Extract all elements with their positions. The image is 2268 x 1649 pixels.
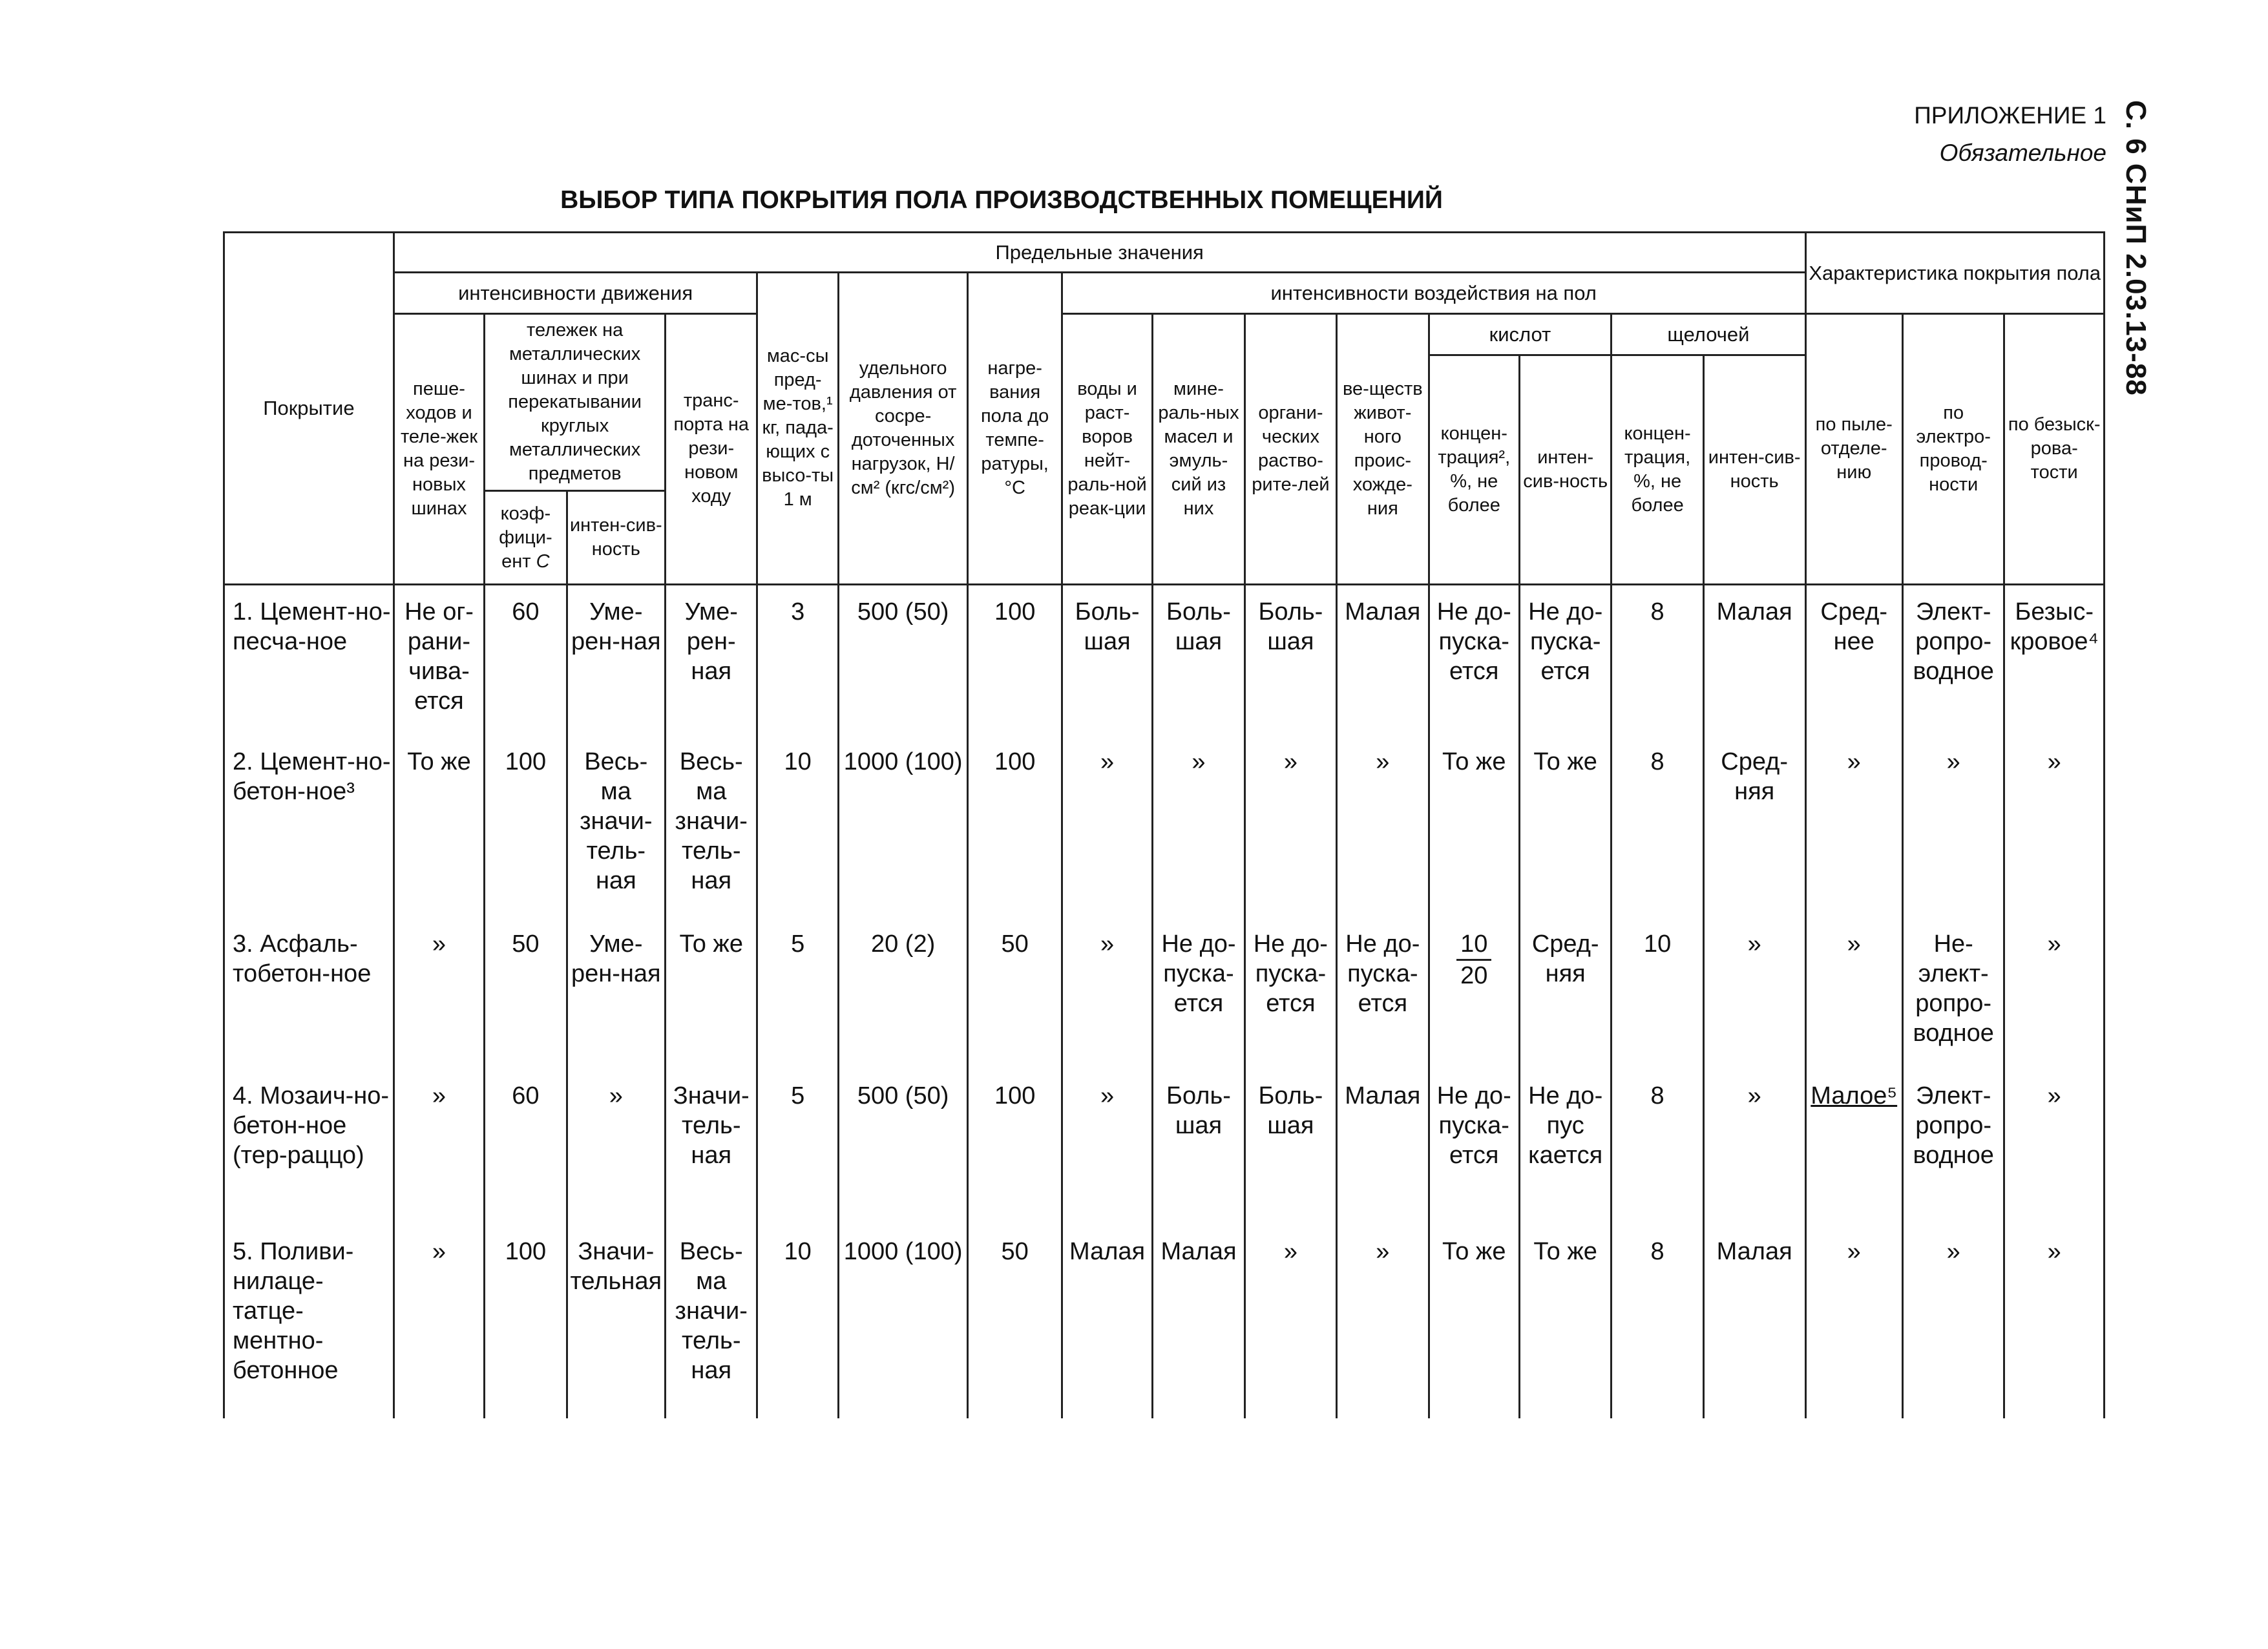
table-row: [224, 735, 2105, 918]
cell-transport: Весь-ма значи-тель-ная: [666, 1225, 757, 1418]
cell-electro: »: [1902, 1225, 2004, 1418]
fraction-numerator: 10: [1456, 929, 1491, 961]
cell-spark: »: [2004, 918, 2105, 1069]
cell-acid-conc: [1429, 918, 1519, 1069]
cell-oils: Малая: [1153, 1225, 1244, 1418]
document-side-label: С. 6 СНиП 2.03.13-88: [2120, 100, 2152, 396]
cell-acid-conc: Не до-пуска-ется: [1429, 584, 1519, 735]
header-limits: Предельные значения: [394, 233, 1805, 273]
header-pedestrians: пеше-ходов и теле-жек на рези-новых шинах: [394, 313, 484, 584]
header-carts: тележек на металлических шинах и при перекатывании круглых металлических предметов: [485, 313, 666, 490]
cell-solvents: Боль-шая: [1244, 1069, 1336, 1224]
cell-cover: 4. Мозаич-но-бетон-ное (тер-раццо): [224, 1069, 394, 1224]
cell-water: »: [1062, 1069, 1152, 1224]
header-acids: кислот: [1429, 313, 1612, 355]
cell-oils: »: [1153, 735, 1244, 918]
header-heating: нагре-вания пола до темпе-ратуры, °С: [968, 272, 1062, 584]
cell-mass: 10: [757, 1225, 838, 1418]
acid-conc-fraction: [1456, 929, 1491, 991]
cell-acid-conc: То же: [1429, 1225, 1519, 1418]
cell-acid-int: Сред-няя: [1519, 918, 1611, 1069]
cell-pedestrians: »: [394, 1225, 484, 1418]
cell-dust: [1805, 1069, 1902, 1224]
cell-animal: Не до-пуска-ется: [1337, 918, 1429, 1069]
table-row: [224, 1069, 2105, 1224]
header-water: воды и раст-воров нейт-раль-ной реак-ции: [1062, 313, 1152, 584]
cell-electro: Не-элект-ропро-водное: [1902, 918, 2004, 1069]
cell-alk-int: Малая: [1703, 584, 1805, 735]
cell-solvents: »: [1244, 1225, 1336, 1418]
cell-cover: 5. Поливи-нилаце-татце-ментно-бетонное: [224, 1225, 394, 1418]
cell-animal: »: [1337, 1225, 1429, 1418]
cell-electro: »: [1902, 735, 2004, 918]
cell-heating: 50: [968, 1225, 1062, 1418]
cell-alk-int: »: [1703, 918, 1805, 1069]
appendix-title: ПРИЛОЖЕНИЕ 1: [1914, 102, 2106, 129]
table-row: [224, 584, 2105, 735]
header-electro: по электро-провод-ности: [1902, 313, 2004, 584]
cell-pressure: 1000 (100): [838, 1225, 968, 1418]
cell-acid-int: То же: [1519, 1225, 1611, 1418]
cell-acid-int: Не до-пус кается: [1519, 1069, 1611, 1224]
cell-animal: Малая: [1337, 584, 1429, 735]
header-oils: мине-раль-ных масел и эмуль-сий из них: [1153, 313, 1244, 584]
cell-transport: Весь-ма значи-тель-ная: [666, 735, 757, 918]
cell-alk-int: »: [1703, 1069, 1805, 1224]
page-title: ВЫБОР ТИПА ПОКРЫТИЯ ПОЛА ПРОИЗВОДСТВЕННЫХ ПОМЕЩЕНИЙ: [560, 186, 1443, 214]
cell-oils: Боль-шая: [1153, 584, 1244, 735]
header-pressure: [838, 272, 968, 584]
header-coef: [485, 491, 567, 584]
cell-oils: Боль-шая: [1153, 1069, 1244, 1224]
cell-alk-int: Сред-няя: [1703, 735, 1805, 918]
cell-heating: 100: [968, 735, 1062, 918]
cell-alk-conc: 8: [1612, 1225, 1703, 1418]
header-coef-symbol: С: [536, 551, 550, 572]
cell-cover: 2. Цемент-но-бетон-ное³: [224, 735, 394, 918]
cell-pressure: 500 (50): [838, 584, 968, 735]
cell-water: Боль-шая: [1062, 584, 1152, 735]
header-animal: ве-ществ живот-ного проис-хожде-ния: [1337, 313, 1429, 584]
cell-dust: »: [1805, 1225, 1902, 1418]
cell-pressure: 1000 (100): [838, 735, 968, 918]
cell-solvents: Не до-пуска-ется: [1244, 918, 1336, 1069]
cell-dust: »: [1805, 735, 1902, 918]
cell-coef: 60: [485, 1069, 567, 1224]
header-pressure-text: удельного давления от сосре-доточенных нагрузок,: [849, 357, 957, 474]
cell-oils: Не до-пуска-ется: [1153, 918, 1244, 1069]
cell-cover: 1. Цемент-но-песча-ное: [224, 584, 394, 735]
appendix-block: [1914, 97, 2106, 172]
cell-water: Малая: [1062, 1225, 1152, 1418]
cell-mass: 3: [757, 584, 838, 735]
header-spark: по безыск-рова-тости: [2004, 313, 2105, 584]
header-cart-intensity: интен-сив-ность: [567, 491, 665, 584]
cell-transport: Уме-рен-ная: [666, 584, 757, 735]
cell-dust: »: [1805, 918, 1902, 1069]
header-traffic-intensity: интенсивности движения: [394, 272, 757, 313]
cell-heating: 50: [968, 918, 1062, 1069]
header-cover: Покрытие: [224, 233, 394, 585]
cell-coef: 50: [485, 918, 567, 1069]
cell-coef: 60: [485, 584, 567, 735]
cell-cart-intensity: »: [567, 1069, 665, 1224]
cell-transport: Значи-тель-ная: [666, 1069, 757, 1224]
cell-mass: 5: [757, 918, 838, 1069]
header-alk-int: интен-сив-ность: [1703, 355, 1805, 584]
dust-value-underlined: Малое⁵: [1811, 1082, 1898, 1110]
cell-mass: 5: [757, 1069, 838, 1224]
cell-alk-conc: 8: [1612, 584, 1703, 735]
header-acid-int: интен-сив-ность: [1519, 355, 1611, 584]
cell-cart-intensity: Значи-тельная: [567, 1225, 665, 1418]
table-row: [224, 918, 2105, 1069]
cell-pedestrians: То же: [394, 735, 484, 918]
cell-coef: 100: [485, 735, 567, 918]
cell-spark: »: [2004, 1069, 2105, 1224]
cell-animal: »: [1337, 735, 1429, 918]
header-dust: по пыле-отделе-нию: [1805, 313, 1902, 584]
cell-coef: 100: [485, 1225, 567, 1418]
cell-acid-int: То же: [1519, 735, 1611, 918]
header-acid-conc: концен-трация², %, не более: [1429, 355, 1519, 584]
cell-pedestrians: Не ог-рани-чива-ется: [394, 584, 484, 735]
cell-solvents: »: [1244, 735, 1336, 918]
floor-cover-table: [223, 231, 2105, 1418]
cell-pressure: 500 (50): [838, 1069, 968, 1224]
cell-animal: Малая: [1337, 1069, 1429, 1224]
cell-alk-conc: 8: [1612, 735, 1703, 918]
cell-solvents: Боль-шая: [1244, 584, 1336, 735]
header-solvents: органи-ческих раство-рите-лей: [1244, 313, 1336, 584]
cell-acid-int: Не до-пуска-ется: [1519, 584, 1611, 735]
cell-mass: 10: [757, 735, 838, 918]
cell-alk-int: Малая: [1703, 1225, 1805, 1418]
cell-spark: »: [2004, 735, 2105, 918]
cell-cart-intensity: Уме-рен-ная: [567, 918, 665, 1069]
cell-alk-conc: 8: [1612, 1069, 1703, 1224]
cell-cart-intensity: Весь-ма значи-тель-ная: [567, 735, 665, 918]
cell-cart-intensity: Уме-рен-ная: [567, 584, 665, 735]
appendix-subtitle: Обязательное: [1939, 140, 2106, 166]
cell-heating: 100: [968, 584, 1062, 735]
cell-heating: 100: [968, 1069, 1062, 1224]
cell-pressure: 20 (2): [838, 918, 968, 1069]
header-pressure-units: Н/см² (кгс/см²): [851, 453, 955, 498]
cell-spark: »: [2004, 1225, 2105, 1418]
cell-transport: То же: [666, 918, 757, 1069]
cell-acid-conc: Не до-пуска-ется: [1429, 1069, 1519, 1224]
header-alk-conc: концен-трация, %, не более: [1612, 355, 1703, 584]
cell-water: »: [1062, 735, 1152, 918]
cell-pedestrians: »: [394, 918, 484, 1069]
header-coef-text: коэф-фици-ент: [499, 503, 552, 572]
header-mass: мас-сы пред-ме-тов,¹ кг, пада-ющих с высо-ты 1 м: [757, 272, 838, 584]
cell-spark: Безыс-кровое⁴: [2004, 584, 2105, 735]
header-characteristic: Характеристика покрытия пола: [1805, 233, 2105, 314]
cell-electro: Элект-ропро-водное: [1902, 1069, 2004, 1224]
header-alkalis: щелочей: [1612, 313, 1805, 355]
cell-dust: Сред-нее: [1805, 584, 1902, 735]
header-impact-intensity: интенсивности воздействия на пол: [1062, 272, 1805, 313]
cell-alk-conc: 10: [1612, 918, 1703, 1069]
cell-water: »: [1062, 918, 1152, 1069]
fraction-denominator: 20: [1460, 962, 1488, 990]
table-row: [224, 1225, 2105, 1418]
cell-pedestrians: »: [394, 1069, 484, 1224]
cell-acid-conc: То же: [1429, 735, 1519, 918]
cell-cover: 3. Асфаль-тобетон-ное: [224, 918, 394, 1069]
header-transport: транс-порта на рези-новом ходу: [666, 313, 757, 584]
cell-electro: Элект-ропро-водное: [1902, 584, 2004, 735]
